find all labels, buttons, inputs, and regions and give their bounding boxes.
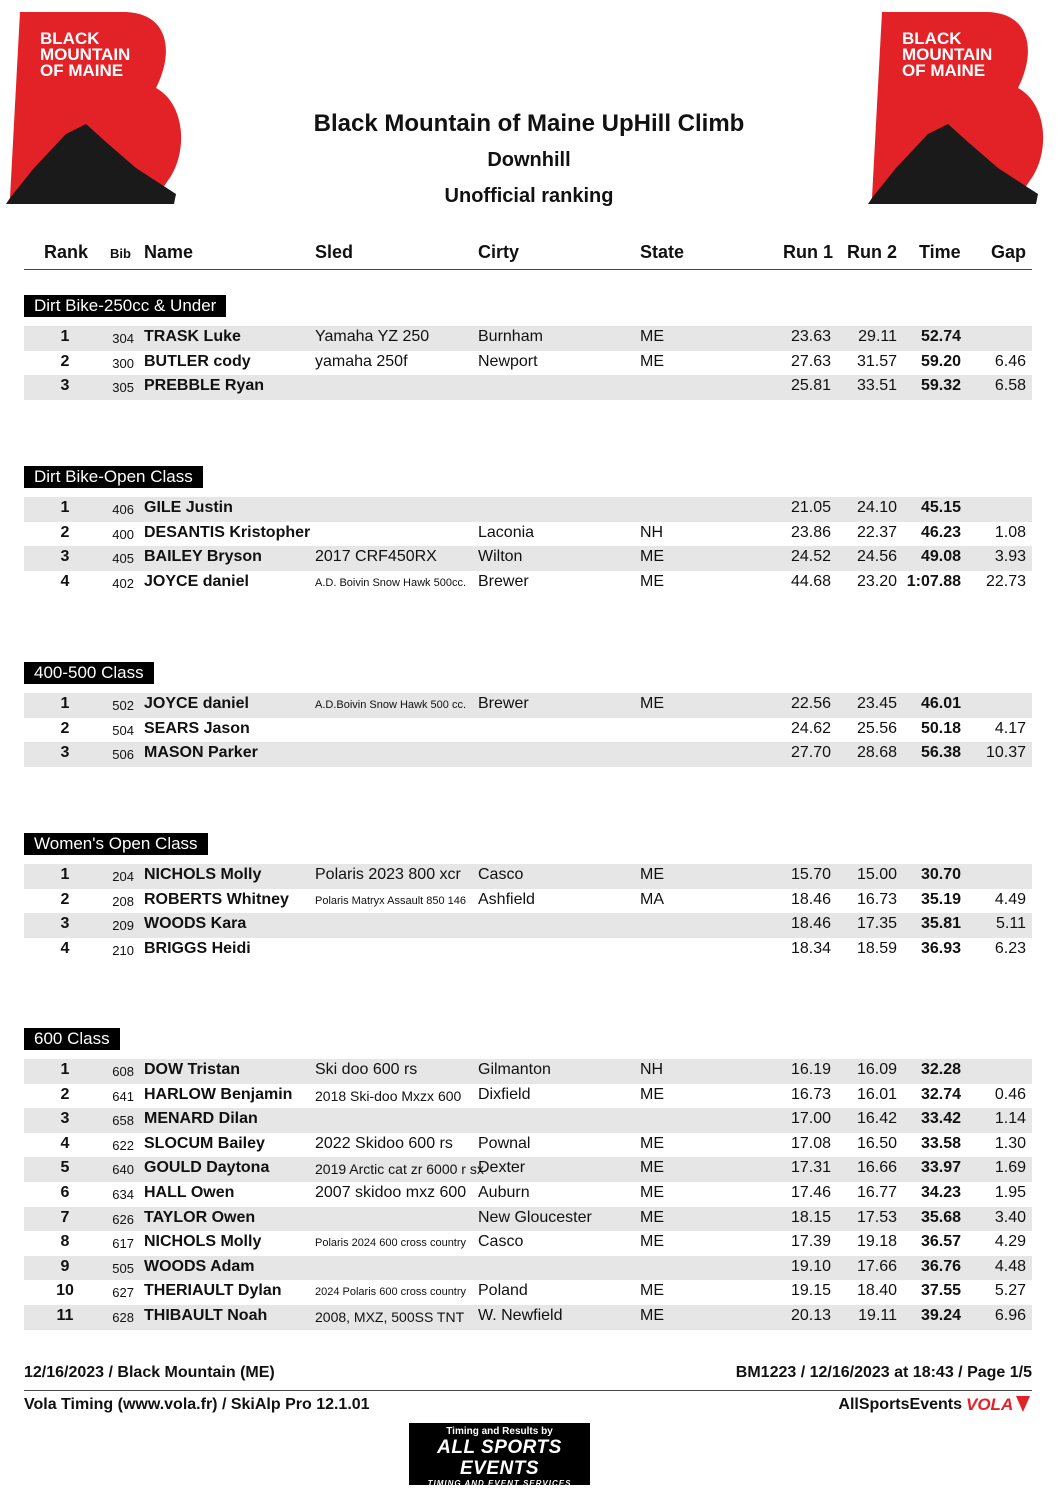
run1-cell: 17.00	[790, 1110, 831, 1128]
col-gap: Gap	[991, 242, 1027, 262]
time-cell: 1:07.88	[906, 572, 961, 590]
bib-cell: 300	[112, 355, 134, 371]
gap-cell: 1.14	[994, 1110, 1026, 1128]
bib-cell: 658	[112, 1113, 134, 1129]
run1-cell: 16.19	[790, 1061, 831, 1078]
rank-cell: 3	[60, 1110, 70, 1128]
rank-cell: 2	[60, 523, 70, 541]
name-cell: HALL Owen	[144, 1184, 235, 1201]
name-cell: DOW Tristan	[144, 1061, 241, 1078]
rank-cell: 1	[60, 328, 70, 345]
table-row	[24, 1256, 1032, 1281]
time-cell: 59.32	[920, 377, 961, 395]
name-cell: GOULD Daytona	[144, 1159, 270, 1177]
table-row	[24, 864, 1032, 889]
bib-cell: 502	[112, 698, 134, 713]
city-cell: Casco	[478, 866, 524, 883]
state-cell: ME	[640, 695, 664, 712]
svg-text:BLACK: BLACK	[902, 29, 962, 48]
city-cell: Laconia	[478, 523, 535, 541]
time-cell: 36.76	[920, 1257, 961, 1275]
run2-cell: 33.51	[856, 377, 897, 395]
gap-cell: 6.96	[994, 1307, 1026, 1324]
gap-cell: 3.40	[994, 1208, 1026, 1226]
sled-cell: 2007 skidoo mxz 600	[315, 1184, 467, 1201]
table-row	[24, 522, 1032, 547]
name-cell: SLOCUM Bailey	[144, 1134, 265, 1152]
run2-cell: 29.11	[858, 328, 897, 345]
time-cell: 35.68	[920, 1208, 961, 1226]
time-cell: 56.38	[920, 744, 961, 762]
time-cell: 49.08	[920, 548, 961, 566]
gap-cell: 5.11	[996, 915, 1026, 933]
state-cell: ME	[640, 352, 664, 370]
gap-cell: 1.95	[994, 1184, 1026, 1201]
category-header: 400-500 Class	[24, 662, 154, 684]
time-cell: 30.70	[920, 866, 961, 883]
time-cell: 46.23	[920, 523, 961, 541]
bib-cell: 634	[112, 1187, 134, 1202]
gap-cell: 0.46	[994, 1085, 1026, 1103]
run1-cell: 19.10	[790, 1257, 831, 1275]
rank-cell: 4	[60, 939, 70, 957]
gap-cell: 10.37	[985, 744, 1026, 762]
bib-cell: 405	[112, 551, 134, 567]
state-cell: ME	[640, 1085, 664, 1103]
gap-cell: 6.58	[994, 377, 1026, 395]
city-cell: Brewer	[478, 695, 529, 712]
page-subtitle: Downhill	[487, 149, 571, 171]
col-bib: Bib	[110, 246, 131, 261]
bib-cell: 406	[112, 502, 134, 517]
table-row	[24, 571, 1032, 596]
time-cell: 33.97	[920, 1159, 961, 1177]
rank-cell: 9	[60, 1257, 70, 1275]
sled-cell: 2017 CRF450RX	[315, 548, 437, 566]
rank-cell: 2	[60, 890, 70, 908]
name-cell: BAILEY Bryson	[144, 548, 262, 566]
col-time: Time	[919, 242, 961, 262]
run2-cell: 31.57	[856, 352, 897, 370]
sled-cell: Polaris 2023 800 xcr	[315, 866, 461, 883]
time-cell: 45.15	[920, 499, 961, 516]
table-row	[24, 1207, 1032, 1232]
state-cell: ME	[640, 866, 664, 883]
footer-company: AllSportsEvents	[838, 1396, 962, 1413]
bib-cell: 608	[112, 1064, 134, 1079]
bib-cell: 640	[112, 1162, 134, 1178]
state-cell: ME	[640, 1233, 664, 1251]
category-header: 600 Class	[24, 1028, 120, 1050]
table-row	[24, 1133, 1032, 1158]
run1-cell: 27.70	[790, 744, 831, 762]
state-cell: ME	[640, 1282, 664, 1300]
table-row	[24, 326, 1032, 351]
col-sled: Sled	[315, 242, 354, 262]
table-row	[24, 889, 1032, 914]
run2-cell: 17.53	[856, 1208, 897, 1226]
sled-cell: yamaha 250f	[315, 352, 408, 370]
run1-cell: 18.46	[790, 890, 831, 908]
run1-cell: 21.05	[790, 499, 831, 516]
state-cell: MA	[640, 890, 664, 908]
rank-cell: 2	[60, 352, 70, 370]
category-header: Women's Open Class	[24, 833, 208, 855]
name-cell: NICHOLS Molly	[144, 1233, 262, 1251]
name-cell: BRIGGS Heidi	[144, 939, 251, 957]
run2-cell: 17.35	[856, 915, 897, 933]
city-cell: Auburn	[478, 1184, 530, 1201]
city-cell: W. Newfield	[478, 1307, 563, 1324]
state-cell: ME	[640, 548, 664, 566]
table-row	[24, 1084, 1032, 1109]
sled-cell: Yamaha YZ 250	[315, 328, 430, 345]
footer-software: Vola Timing (www.vola.fr) / SkiAlp Pro 12.1.01	[24, 1396, 370, 1413]
rank-cell: 8	[60, 1233, 70, 1251]
gap-cell: 4.48	[994, 1257, 1026, 1275]
gap-cell: 1.30	[994, 1134, 1026, 1152]
gap-cell: 6.23	[994, 939, 1026, 957]
rank-cell: 6	[60, 1184, 70, 1201]
name-cell: MASON Parker	[144, 744, 258, 762]
bib-cell: 204	[112, 869, 134, 884]
time-cell: 32.74	[920, 1085, 961, 1103]
table-row	[24, 375, 1032, 400]
run1-cell: 44.68	[790, 572, 831, 590]
rank-cell: 3	[60, 548, 70, 566]
ranking-status: Unofficial ranking	[444, 185, 614, 207]
rank-cell: 1	[60, 695, 70, 712]
gap-cell: 4.49	[994, 890, 1026, 908]
sled-cell: 2019 Arctic cat zr 6000 r sx	[315, 1161, 484, 1178]
bib-cell: 304	[112, 331, 134, 346]
run2-cell: 16.50	[856, 1134, 897, 1152]
rank-cell: 3	[60, 915, 70, 933]
table-row	[24, 718, 1032, 743]
table-row	[24, 1059, 1032, 1084]
state-cell: NH	[640, 523, 664, 541]
city-cell: Poland	[478, 1282, 528, 1300]
vola-logo	[966, 1394, 1032, 1416]
state-cell: ME	[640, 1184, 664, 1201]
table-row	[24, 351, 1032, 376]
gap-cell: 1.69	[994, 1159, 1026, 1177]
bib-cell: 210	[112, 942, 134, 958]
col-run2: Run 2	[847, 242, 898, 262]
city-cell: Casco	[478, 1233, 524, 1251]
bib-cell: 208	[112, 893, 134, 909]
time-cell: 52.74	[920, 328, 961, 345]
sled-cell: 2024 Polaris 600 cross country	[315, 1286, 467, 1299]
table-row	[24, 1280, 1032, 1305]
name-cell: NICHOLS Molly	[144, 866, 262, 883]
state-cell: ME	[640, 1208, 664, 1226]
col-state: State	[640, 242, 685, 262]
run2-cell: 28.68	[856, 744, 897, 762]
table-row	[24, 913, 1032, 938]
footer-info	[24, 1362, 1032, 1391]
run2-cell: 22.37	[856, 523, 897, 541]
run1-cell: 16.73	[790, 1085, 831, 1103]
city-cell: Wilton	[478, 548, 523, 566]
name-cell: WOODS Adam	[144, 1257, 255, 1275]
run2-cell: 16.77	[856, 1184, 897, 1201]
city-cell: Dixfield	[478, 1085, 531, 1103]
run2-cell: 25.56	[856, 719, 897, 737]
rank-cell: 1	[60, 499, 70, 516]
run1-cell: 17.39	[790, 1233, 831, 1251]
name-cell: TRASK Luke	[144, 328, 241, 345]
run2-cell: 19.11	[858, 1307, 897, 1324]
table-row	[24, 1182, 1032, 1207]
bib-cell: 622	[112, 1137, 134, 1153]
rank-cell: 11	[56, 1307, 74, 1324]
time-cell: 50.18	[920, 719, 961, 737]
col-city: Cirty	[478, 242, 520, 262]
time-cell: 32.28	[920, 1061, 961, 1078]
run1-cell: 22.56	[790, 695, 831, 712]
rank-cell: 3	[60, 744, 70, 762]
gap-cell: 4.17	[994, 719, 1026, 737]
col-run1: Run 1	[783, 242, 834, 262]
sled-cell: A.D.Boivin Snow Hawk 500 cc.	[315, 699, 467, 711]
rank-cell: 7	[60, 1208, 70, 1226]
category-header: Dirt Bike-250cc & Under	[24, 295, 226, 317]
rank-cell: 2	[60, 719, 70, 737]
name-cell: GILE Justin	[144, 499, 233, 516]
name-cell: MENARD Dilan	[144, 1110, 258, 1128]
city-cell: Pownal	[478, 1134, 531, 1152]
name-cell: BUTLER cody	[144, 352, 251, 370]
run1-cell: 27.63	[790, 352, 831, 370]
run1-cell: 17.08	[790, 1134, 831, 1152]
sled-cell: A.D. Boivin Snow Hawk 500cc.	[315, 576, 467, 589]
bib-cell: 402	[112, 575, 134, 591]
footer-page-info: BM1223 / 12/16/2023 at 18:43 / Page 1/5	[735, 1364, 1032, 1381]
table-row	[24, 1305, 1032, 1330]
city-cell: New Gloucester	[478, 1208, 592, 1226]
sled-cell: Polaris Matryx Assault 850 146	[315, 894, 467, 907]
footer-date-location: 12/16/2023 / Black Mountain (ME)	[24, 1364, 275, 1381]
col-name: Name	[144, 242, 194, 262]
svg-text:MOUNTAIN: MOUNTAIN	[40, 45, 131, 64]
table-row	[24, 693, 1032, 718]
table-row	[24, 497, 1032, 522]
gap-cell: 4.29	[994, 1233, 1026, 1251]
gap-cell: 3.93	[994, 548, 1026, 566]
sled-cell: 2018 Ski-doo Mxzx 600	[315, 1087, 462, 1104]
run2-cell: 24.10	[856, 499, 897, 516]
run2-cell: 16.66	[856, 1159, 897, 1177]
bib-cell: 628	[112, 1310, 134, 1325]
name-cell: THIBAULT Noah	[144, 1307, 268, 1324]
page-title: Black Mountain of Maine UpHill Climb	[313, 110, 745, 137]
svg-text:OF MAINE: OF MAINE	[40, 61, 124, 80]
run2-cell: 18.40	[856, 1282, 897, 1300]
time-cell: 59.20	[920, 352, 961, 370]
run2-cell: 16.73	[856, 890, 897, 908]
svg-text:OF MAINE: OF MAINE	[902, 61, 986, 80]
time-cell: 36.93	[920, 939, 961, 957]
rank-cell: 1	[60, 1061, 70, 1078]
name-cell: PREBBLE Ryan	[144, 377, 265, 395]
time-cell: 39.24	[920, 1307, 961, 1324]
city-cell: Newport	[478, 352, 538, 370]
bib-cell: 641	[112, 1088, 134, 1104]
bib-cell: 504	[112, 722, 134, 738]
name-cell: ROBERTS Whitney	[144, 890, 289, 908]
state-cell: ME	[640, 572, 664, 590]
state-cell: ME	[640, 1134, 664, 1152]
time-cell: 37.55	[920, 1282, 961, 1300]
col-rank: Rank	[44, 242, 89, 262]
bib-cell: 505	[112, 1260, 134, 1276]
run2-cell: 16.09	[856, 1061, 897, 1078]
svg-text:VOLA: VOLA	[966, 1395, 1014, 1414]
bib-cell: 305	[112, 380, 134, 396]
gap-cell: 6.46	[994, 352, 1026, 370]
bib-cell: 617	[112, 1236, 134, 1252]
category-header: Dirt Bike-Open Class	[24, 466, 203, 488]
state-cell: ME	[640, 1307, 664, 1324]
all-sports-events-logo: Timing and Results by ALL SPORTS EVENTS TIMING AND EVENT SERVICES www.allsportsevents.com	[409, 1423, 590, 1485]
bib-cell: 209	[112, 918, 134, 934]
city-cell: Gilmanton	[478, 1061, 551, 1078]
state-cell: ME	[640, 328, 664, 345]
state-cell: ME	[640, 1159, 664, 1177]
run1-cell: 18.15	[790, 1208, 831, 1226]
city-cell: Burnham	[478, 328, 543, 345]
run2-cell: 23.20	[856, 572, 897, 590]
results-table-header	[24, 240, 1032, 270]
run2-cell: 23.45	[856, 695, 897, 712]
run2-cell: 16.42	[856, 1110, 897, 1128]
name-cell: JOYCE daniel	[144, 572, 249, 590]
time-cell: 35.81	[920, 915, 961, 933]
run1-cell: 15.70	[790, 866, 831, 883]
run1-cell: 18.34	[790, 939, 831, 957]
run2-cell: 17.66	[856, 1257, 897, 1275]
table-row	[24, 1231, 1032, 1256]
run1-cell: 20.13	[790, 1307, 831, 1324]
table-row	[24, 546, 1032, 571]
title-block	[0, 106, 1058, 214]
table-row	[24, 938, 1032, 963]
run1-cell: 23.86	[790, 523, 831, 541]
time-cell: 35.19	[920, 890, 961, 908]
run2-cell: 19.18	[856, 1233, 897, 1251]
sled-cell: Ski doo 600 rs	[315, 1061, 418, 1078]
rank-cell: 10	[56, 1282, 74, 1300]
state-cell: NH	[640, 1061, 664, 1078]
name-cell: THERIAULT Dylan	[144, 1282, 282, 1300]
sled-cell: Polaris 2024 600 cross country	[315, 1237, 467, 1250]
run2-cell: 24.56	[856, 548, 897, 566]
table-row	[24, 1157, 1032, 1182]
time-cell: 46.01	[920, 695, 961, 712]
name-cell: TAYLOR Owen	[144, 1208, 256, 1226]
rank-cell: 5	[60, 1159, 70, 1177]
table-row	[24, 742, 1032, 767]
gap-cell: 5.27	[994, 1282, 1026, 1300]
sled-cell: 2008, MXZ, 500SS TNT	[315, 1309, 465, 1325]
rank-cell: 3	[60, 377, 70, 395]
bib-cell: 627	[112, 1285, 134, 1301]
name-cell: HARLOW Benjamin	[144, 1085, 293, 1103]
time-cell: 36.57	[920, 1233, 961, 1251]
svg-text:BLACK: BLACK	[40, 29, 100, 48]
name-cell: SEARS Jason	[144, 719, 250, 737]
city-cell: Dexter	[478, 1159, 526, 1177]
name-cell: JOYCE daniel	[144, 695, 249, 712]
svg-text:MOUNTAIN: MOUNTAIN	[902, 45, 993, 64]
rank-cell: 2	[60, 1085, 70, 1103]
rank-cell: 4	[60, 1134, 70, 1152]
run2-cell: 16.01	[856, 1085, 897, 1103]
run1-cell: 17.31	[790, 1159, 831, 1177]
gap-cell: 1.08	[994, 523, 1026, 541]
table-row	[24, 1108, 1032, 1133]
city-cell: Ashfield	[478, 890, 535, 908]
time-cell: 33.58	[920, 1134, 961, 1152]
run2-cell: 15.00	[856, 866, 897, 883]
time-cell: 33.42	[920, 1110, 961, 1128]
footer-credits	[24, 1396, 1032, 1418]
run1-cell: 24.52	[790, 548, 831, 566]
bib-cell: 400	[112, 526, 134, 542]
run1-cell: 19.15	[790, 1282, 831, 1300]
name-cell: DESANTIS Kristopher	[144, 523, 311, 541]
bib-cell: 506	[112, 747, 134, 763]
city-cell: Brewer	[478, 572, 529, 590]
gap-cell: 22.73	[985, 572, 1026, 590]
run2-cell: 18.59	[856, 939, 897, 957]
time-cell: 34.23	[920, 1184, 961, 1201]
run1-cell: 24.62	[790, 719, 831, 737]
run1-cell: 17.46	[790, 1184, 831, 1201]
rank-cell: 4	[60, 572, 70, 590]
bib-cell: 626	[112, 1211, 134, 1227]
name-cell: WOODS Kara	[144, 915, 247, 933]
run1-cell: 25.81	[790, 377, 831, 395]
rank-cell: 1	[60, 866, 70, 883]
sled-cell: 2022 Skidoo 600 rs	[315, 1134, 453, 1152]
run1-cell: 23.63	[790, 328, 831, 345]
run1-cell: 18.46	[790, 915, 831, 933]
